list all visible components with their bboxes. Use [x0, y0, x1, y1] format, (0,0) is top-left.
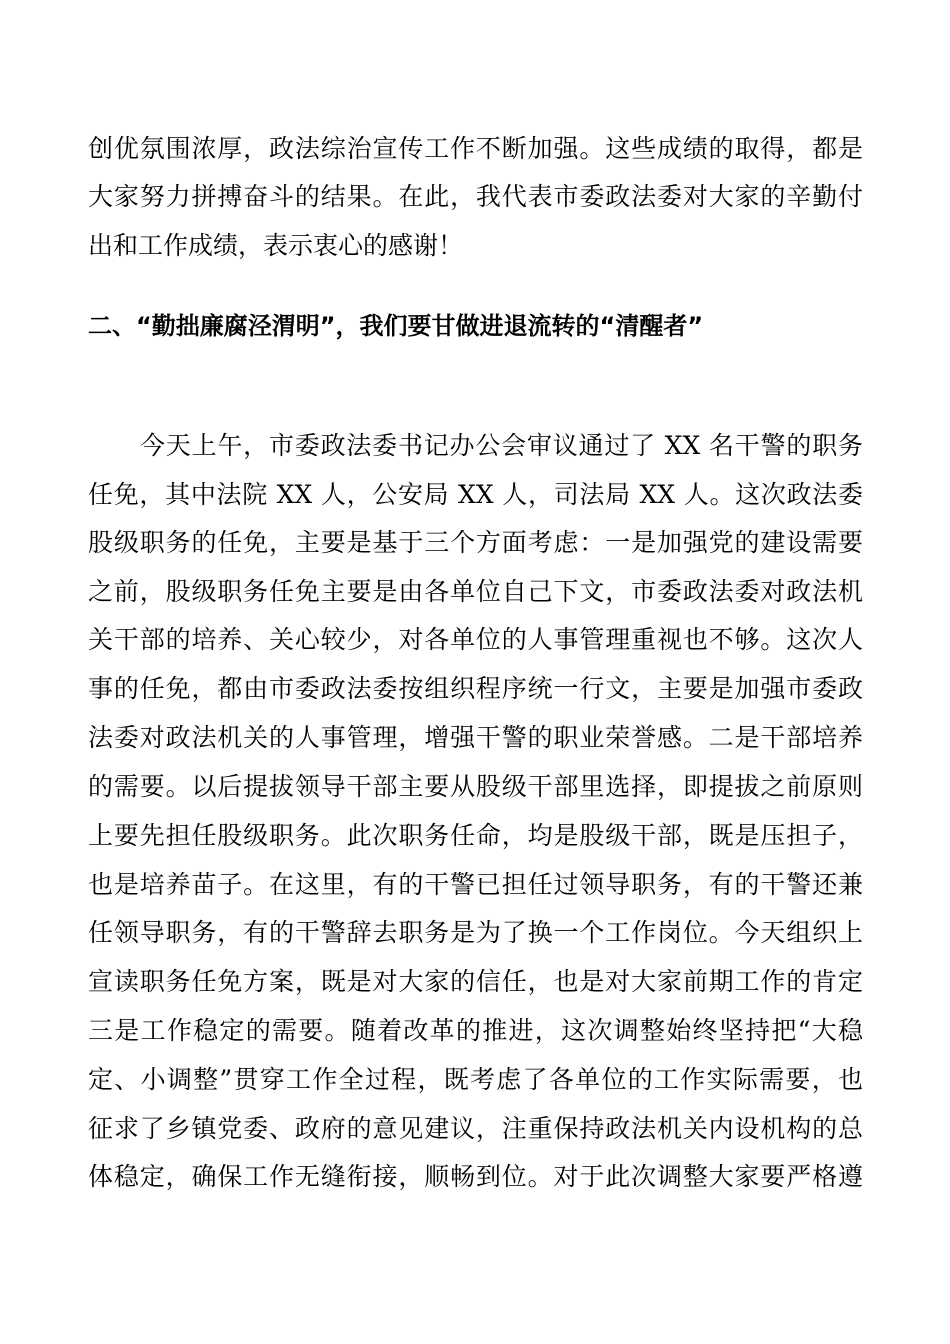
body-line-6: 事的任免，都由市委政法委按组织程序统一行文，主要是加强市委政 [88, 674, 863, 703]
body-line-13: 三是工作稳定的需要。随着改革的推进，这次调整始终坚持把“大稳 [88, 1016, 863, 1045]
body-line-2: 任免，其中法院 XX 人，公安局 XX 人，司法局 XX 人。这次政法委 [88, 480, 863, 509]
body-line-10: 也是培养苗子。在这里，有的干警已担任过领导职务，有的干警还兼 [88, 870, 863, 899]
body-line-15: 征求了乡镇党委、政府的意见建议，注重保持政法机关内设机构的总 [88, 1114, 863, 1143]
body-line-1: 今天上午，市委政法委书记办公会审议通过了 XX 名干警的职务 [140, 431, 863, 460]
intro-line-1: 创优氛围浓厚，政法综治宣传工作不断加强。这些成绩的取得，都是 [88, 134, 863, 163]
section-heading: 二、“勤拙廉腐泾渭明”，我们要甘做进退流转的“清醒者” [88, 312, 704, 340]
body-line-3: 股级职务的任免，主要是基于三个方面考虑：一是加强党的建设需要 [88, 528, 863, 557]
body-line-7: 法委对政法机关的人事管理，增强干警的职业荣誉感。二是干部培养 [88, 723, 863, 752]
body-line-12: 宣读职务任免方案，既是对大家的信任，也是对大家前期工作的肯定 [88, 967, 863, 996]
intro-line-3: 出和工作成绩，表示衷心的感谢！ [88, 231, 464, 260]
body-line-11: 任领导职务，有的干警辞去职务是为了换一个工作岗位。今天组织上 [88, 918, 863, 947]
body-line-16: 体稳定，确保工作无缝衔接，顺畅到位。对于此次调整大家要严格遵 [88, 1162, 863, 1191]
body-line-8: 的需要。以后提拔领导干部主要从股级干部里选择，即提拔之前原则 [88, 772, 863, 801]
intro-line-2: 大家努力拼搏奋斗的结果。在此，我代表市委政法委对大家的辛勤付 [88, 182, 863, 211]
body-line-5: 关干部的培养、关心较少，对各单位的人事管理重视也不够。这次人 [88, 625, 863, 654]
body-line-4: 之前，股级职务任免主要是由各单位自己下文，市委政法委对政法机 [88, 577, 863, 606]
body-line-14: 定、小调整”贯穿工作全过程，既考虑了各单位的工作实际需要，也 [88, 1065, 863, 1094]
body-line-9: 上要先担任股级职务。此次职务任命，均是股级干部，既是压担子， [88, 821, 863, 850]
